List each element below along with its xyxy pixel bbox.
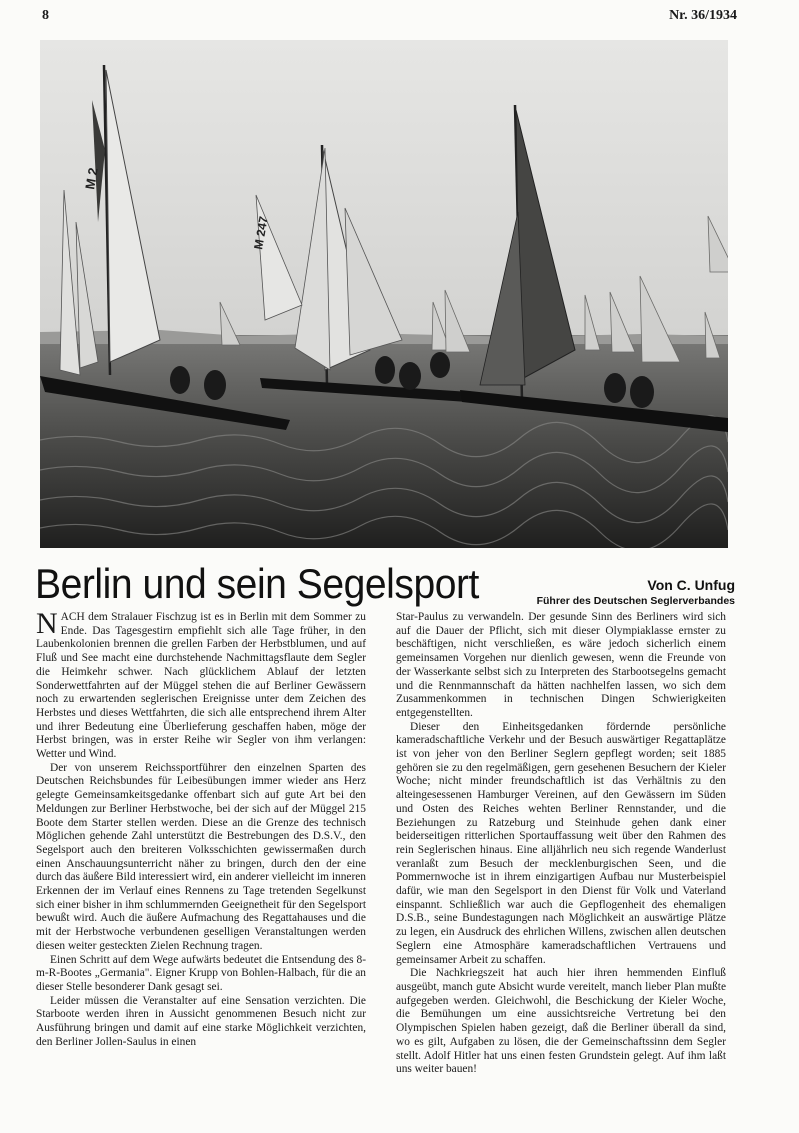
article-title: Berlin und sein Segelsport bbox=[35, 560, 479, 607]
paragraph-text: ACH dem Stralauer Fischzug ist es in Berlin mit dem Sommer zu Ende. Das Tagesgestirn empfiehlt sich alle Tage früher, in den Laubenkolonien brennen die grellen Farben der Herbstblumen, und auf Fluß und See macht eine durchstehende Nachmittagsflaute dem Segler die Heimkehr schwer. Nach glücklichem Ablauf der letzten Sonderwettfahrten auf der Müggel stehen die auf Berliner Gewässern noch zu erwartenden seglerischen Ereignisse unter dem Zeichen des Herbstes und dieses Wettfahrten, die sich alle entsprechend ihrem Alter und ihrer Bedeutung eine Überlieferung geschaffen haben, möge der Herbst bringen, was in erster Reihe wir Segler von ihm verlangen: Wetter und Wind. bbox=[36, 611, 366, 761]
author-name: Von C. Unfug bbox=[647, 577, 735, 593]
article-column-left bbox=[36, 607, 366, 1050]
paragraph: Star-Paulus zu verwandeln. Der gesunde Sinn des Berliners wird sich auf die Dauer der Pflicht, sich mit dieser Olympiaklasse ernster zu beschäftigen, nicht verschließen, es wäre jedoch sicherlich einem gemeinsamen Vorgehen nur dienlich gewesen, wenn die Freunde von der Wasserkante selbst sich zu Interpreten des Starbootsegelns gemacht und die Rennmannschaft da hätten nachhelfen lassen, wo sich dem Zusammenkommen in technischen Dingen Schwierigkeiten entgegenstellten. bbox=[396, 611, 726, 719]
paragraph bbox=[36, 607, 366, 762]
paragraph: Der von unserem Reichssportführer den einzelnen Sparten des Deutschen Reichsbundes für Leibesübungen immer wieder ans Herz gelegte Gemeinsamkeitsgedanke offenbart sich auf gute Art bei den Meldungen zur Berliner Herbstwoche, bei der sich auf der Müggel 215 Boote dem Starter stellen werden. Diese an die Grenze des technisch Möglichen gehende Zahl unterstützt die Bestrebungen des D.S.V., den Segelsport auch den breiteren Volksschichten gewissermaßen durch einen Anschauungsunterricht näher zu bringen, durch den der eine durch das äußere Bild interessiert wird, ein anderer vielleicht im inneren Erkennen der im Verlauf eines Rennens zu Tage tretenden Segelkunst sich einer bisher in ihm schlummernden Geeignetheit für den Segelsport bewußt wird. Auch die äußere Aufmachung des Regattahauses und die mit der Herbstwoche verbundenen geselligen Veranstaltungen werden diesen weiter gesteckten Zielen Rechnung tragen. bbox=[36, 761, 366, 952]
paragraph: Die Nachkriegszeit hat auch hier ihren hemmenden Einfluß ausgeübt, manch gute Absicht wurde vereitelt, manch lieber Plan mußte aufgegeben werden. Gleichwohl, die Beschickung der Kieler Woche, die Bemühungen um eine aussichtsreiche Vertretung bei den Olympischen Spielen haben gezeigt, daß die Berliner überall da sind, wo es gilt, Aufgaben zu lösen, die der Gemeinschaftssinn dem Segler stellt. Adolf Hitler hat uns einen festen Grundstein gelegt. Auf ihm laßt uns weiter bauen! bbox=[396, 967, 726, 1076]
sail-number-1: M 2 bbox=[82, 166, 101, 191]
paragraph: Leider müssen die Veranstalter auf eine Sensation verzichten. Die Starboote werden ihren in Aussicht genommenen Besuch nicht zur Ausführung bringen und damit auf eine starke Möglichkeit verzichten, den Berliner Jollen-Saulus in einen bbox=[36, 994, 366, 1048]
sailboat-race-photo bbox=[40, 40, 728, 548]
paragraph: Dieser den Einheitsgedanken fördernde persönliche kameradschaftliche Verkehr und der Besuch auswärtiger Regattaplätze ist von jeher von den Berliner Seglern gepflegt worden; seit 1885 gehören sie zu den regelmäßigen, gern gesehenen Besuchern der Kieler Woche; nicht minder freundschaftlich ist das Verhältnis zu den alteingesessenen Hamburger Vereinen, auf den Gewässern im Süden und Osten des Reiches wehten Berliner Rennstander, und die Beziehungen zu Ratzeburg und Steinhude gehen dank einer beiderseitigen ritterlichen Sportauffassung weit über den Rahmen des rein Seglerischen hinaus. Eine alljährlich neu sich regende Wanderlust veranlaßt zum Besuch der mecklenburgischen Seen, und die Pommernwoche ist in ihrem einzigartigen Aufbau nur Musterbeispiel dafür, wie man den Segelsport in den Dienst für Volk und Vaterland einspannt. Schließlich war auch die Gepflogenheit des ehemaligen D.S.B., seine Bundestagungen nach Möglichkeit an auswärtige Plätze zu legen, ein Ausdruck des ehrlichen Willens, zwischen allen deutschen Seglern eine Atmosphäre kameradschaftlichen Vertrauens und gemeinsamer Arbeit zu schaffen. bbox=[396, 720, 726, 966]
article-column-right bbox=[396, 611, 726, 1077]
dropcap: N bbox=[36, 607, 58, 640]
page-number: 8 bbox=[42, 8, 49, 23]
author-block bbox=[537, 577, 735, 607]
issue-number: Nr. 36/1934 bbox=[669, 8, 737, 23]
author-role: Führer des Deutschen Seglerverbandes bbox=[536, 595, 735, 607]
sail-number-2: M 247 bbox=[251, 215, 271, 251]
paragraph: Einen Schritt auf dem Wege aufwärts bedeutet die Entsendung des 8-m-R-Bootes „Germania". Eigner Krupp von Bohlen-Halbach, für die an dieser Stelle besonderer Dank gesagt sei. bbox=[36, 953, 366, 993]
